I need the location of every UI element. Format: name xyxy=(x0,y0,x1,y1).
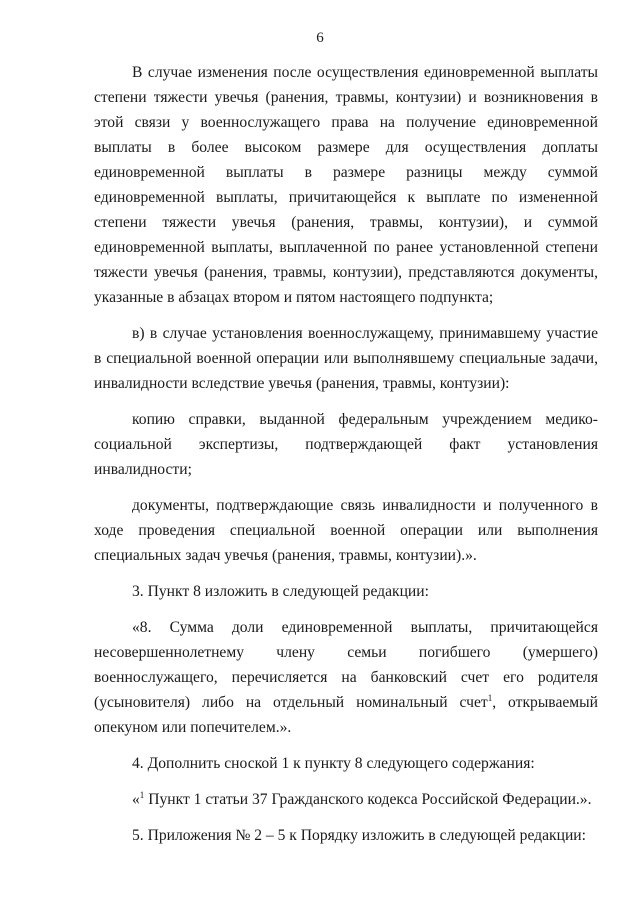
footnote-reference: 1 xyxy=(487,692,493,703)
paragraph-footnote-text xyxy=(94,787,598,812)
paragraph-item-5: 5. Приложения № 2 – 5 к Порядку изложить в следующей редакции: xyxy=(132,827,586,844)
paragraph-dop-payment: В случае изменения после осуществления единовременной выплаты степени тяжести увечья (ранения, травмы, контузии) и возникновения в этой связи у военнослужащего права на получение единовременной выплаты в более высоком размере для осуществления доплаты единовременной выплаты в размере разницы между суммой единовременной выплаты, причитающейся к выплате по измененной степени тяжести увечья (ранения, травмы, контузии), и суммой единовременной выплаты, выплаченной по ранее установленной степени тяжести увечья (ранения, травмы, контузии), представляются документы, указанные в абзацах втором и пятом настоящего подпункта; xyxy=(94,64,598,306)
paragraph-documents-link: документы, подтверждающие связь инвалидности и полученного в ходе проведения специальной военной операции или выполнения специальных задач увечья (ранения, травмы, контузии).». xyxy=(94,497,598,564)
paragraph-subitem-v: в) в случае установления военнослужащему, принимавшему участие в специальной военной операции или выполнявшему специальные задачи, инвалидности вследствие увечья (ранения, травмы, контузии): xyxy=(94,325,598,392)
item-8-text-before: «8. Сумма доли единовременной выплаты, причитающейся несовершеннолетнему члену семьи погибшего (умершего) военнослужащего, перечисляется на банковский счет его родителя (усыновителя) либо на отдельный номинальный счет xyxy=(94,619,598,711)
footnote-content: Пункт 1 статьи 37 Гражданского кодекса Российской Федерации.». xyxy=(144,791,592,808)
paragraph-item-3: 3. Пункт 8 изложить в следующей редакции: xyxy=(132,583,429,600)
page-number: 6 xyxy=(316,30,324,46)
footnote-open-quote: « xyxy=(132,791,140,808)
footnote-mark: 1 xyxy=(139,789,145,800)
document-body xyxy=(94,60,598,848)
paragraph-item-4: 4. Дополнить сноской 1 к пункту 8 следующего содержания: xyxy=(132,755,535,772)
item-8-text-after: , открываемый опекуном или попечителем.». xyxy=(94,694,598,736)
paragraph-copy-certificate: копию справки, выданной федеральным учреждением медико-социальной экспертизы, подтверждающей факт установления инвалидности; xyxy=(94,411,598,478)
paragraph-item-8-text xyxy=(94,615,598,740)
